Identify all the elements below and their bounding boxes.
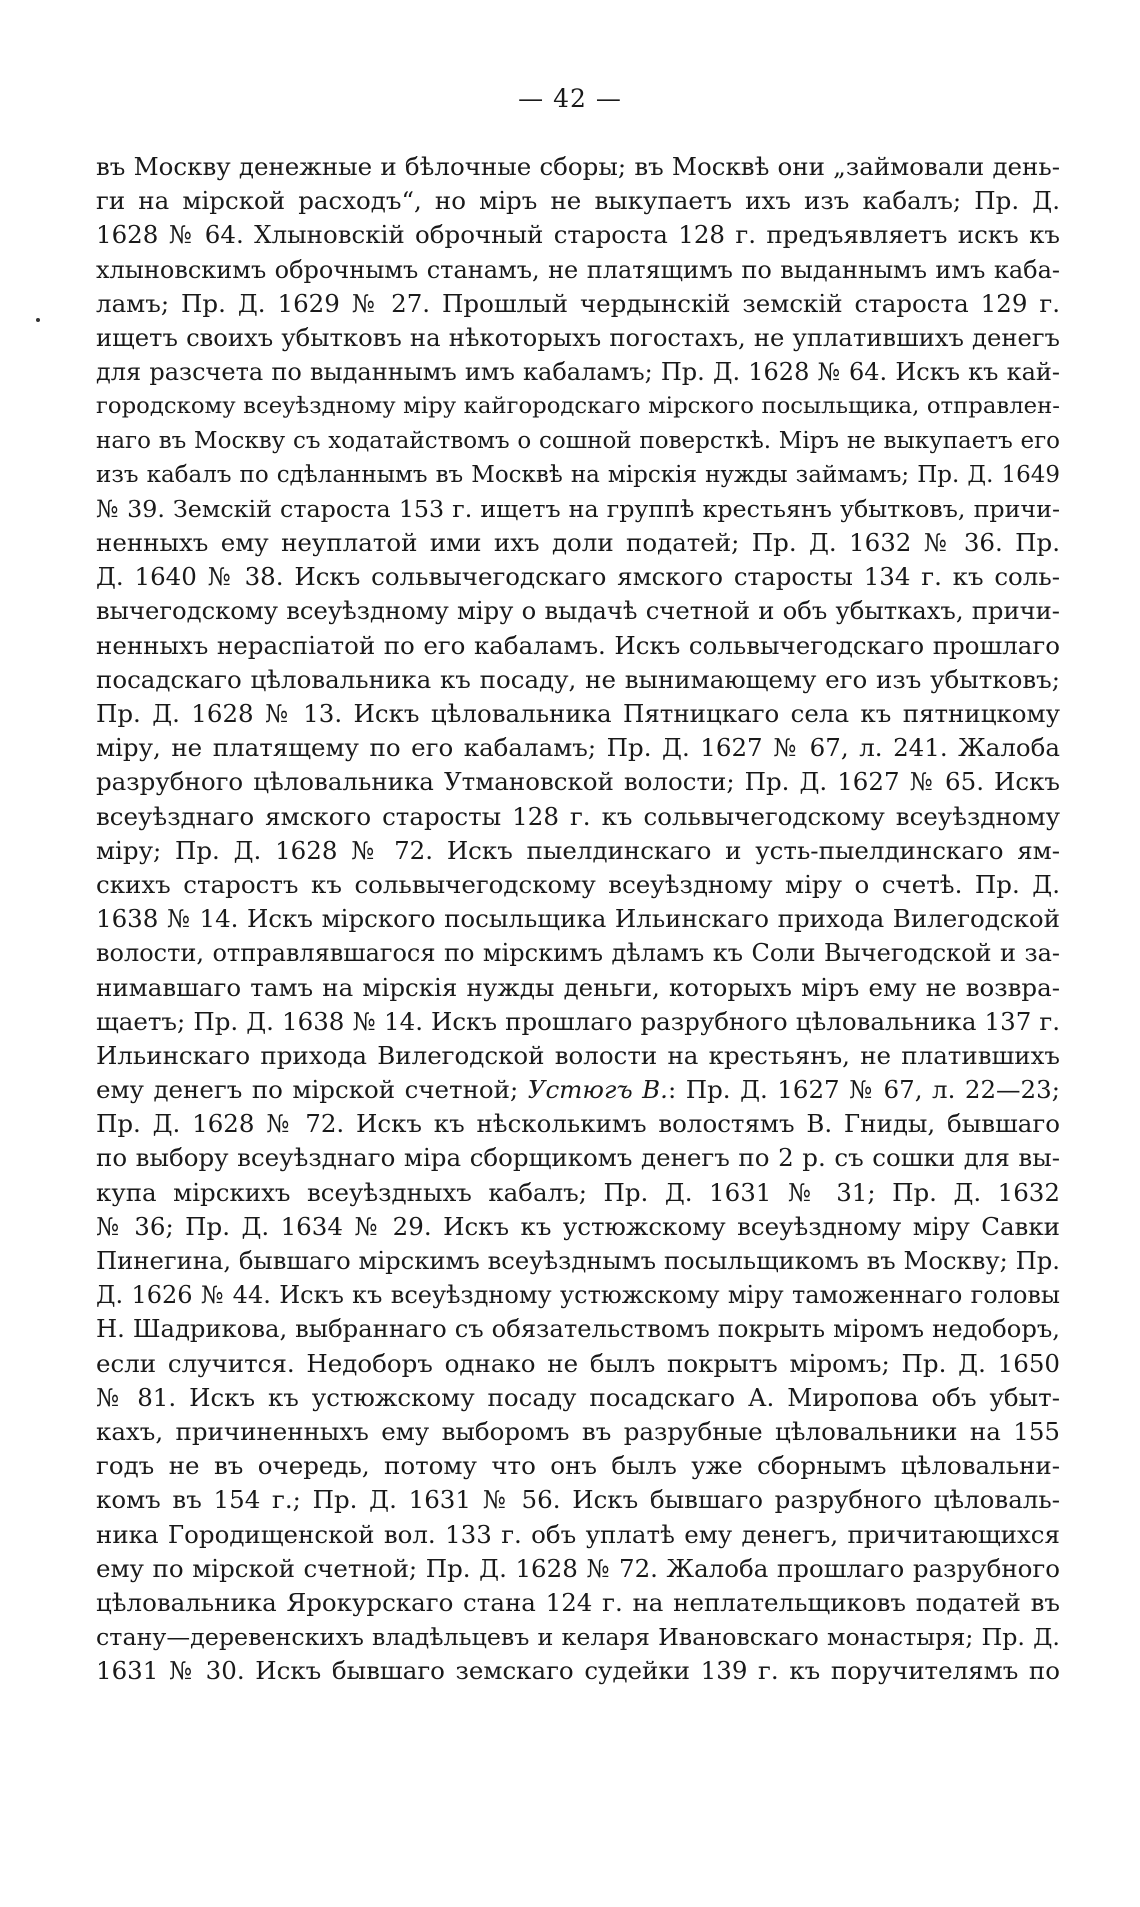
text-line: Д. 1626 № 44. Искъ къ всеуѣздному устюжскому міру таможеннаго головы — [96, 1281, 1060, 1310]
text-line: въ Москву денежные и бѣлочные сборы; въ Москвѣ они „займовали день- — [96, 152, 1060, 181]
text-line: ненныхъ нераспіатой по его кабаламъ. Искъ сольвычегодскаго прошлаго — [96, 630, 1060, 660]
text-line: № 39. Земскій староста 153 г. ищетъ на группѣ крестьянъ убытковъ, причи- — [96, 494, 1060, 523]
text-line: ему по мірской счетной; Пр. Д. 1628 № 72. Жалоба прошлаго разрубного — [96, 1553, 1060, 1583]
text-line: для разсчета по выданнымъ имъ кабаламъ; Пр. Д. 1628 № 64. Искъ къ кай- — [96, 358, 1060, 387]
text-line: годъ не въ очередь, потому что онъ былъ уже сборнымъ цѣловальни- — [96, 1451, 1060, 1481]
text-line: ищетъ своихъ убытковъ на нѣкоторыхъ погостахъ, не уплатившихъ денегъ — [96, 322, 1060, 352]
text-line: Пр. Д. 1628 № 13. Искъ цѣловальника Пятницкаго села къ пятницкому — [96, 699, 1060, 728]
text-line: № 81. Искъ къ устюжскому посаду посадскаго А. Миропова объ убыт- — [96, 1382, 1060, 1412]
text-line: цѣловальника Ярокурскаго стана 124 г. на неплательщиковъ податей въ — [96, 1587, 1060, 1617]
text-line: Пр. Д. 1628 № 72. Искъ къ нѣсколькимъ волостямъ В. Гниды, бывшаго — [96, 1109, 1060, 1139]
text-line: ламъ; Пр. Д. 1629 № 27. Прошлый чердынскій земскій староста 129 г. — [96, 288, 1060, 318]
text-line: міру, не платящему по его кабаламъ; Пр. Д. 1627 № 67, л. 241. Жалоба — [96, 733, 1060, 763]
body-text — [96, 150, 1060, 1688]
text-line: ника Городищенской вол. 133 г. объ уплатѣ ему денегъ, причитающихся — [96, 1519, 1060, 1549]
margin-dot — [36, 318, 40, 322]
text-line: ненныхъ ему неуплатой ими ихъ доли податей; Пр. Д. 1632 № 36. Пр. — [96, 528, 1060, 558]
text-line — [96, 1073, 1060, 1107]
text-line: скихъ старостъ къ сольвычегодскому всеуѣздному міру о счетѣ. Пр. Д. — [96, 869, 1060, 899]
text-line: щаетъ; Пр. Д. 1638 № 14. Искъ прошлаго разрубного цѣловальника 137 г. — [96, 1006, 1060, 1036]
text-line: кахъ, причиненныхъ ему выборомъ въ разрубные цѣловальники на 155 — [96, 1416, 1060, 1446]
text-line: стану—деревенскихъ владѣльцевъ и келаря Ивановскаго монастыря; Пр. Д. — [96, 1623, 1060, 1652]
text-line: нимавшаго тамъ на мірскія нужды деньги, которыхъ міръ ему не возвра- — [96, 972, 1060, 1002]
text-line: 1628 № 64. Хлыновскій оброчный староста 128 г. предъявляетъ искъ къ — [96, 220, 1060, 250]
text-line: разрубного цѣловальника Утмановской волости; Пр. Д. 1627 № 65. Искъ — [96, 767, 1060, 797]
text-line: Н. Шадрикова, выбраннаго съ обязательствомъ покрыть міромъ недоборъ, — [96, 1314, 1060, 1344]
text-line: если случится. Недоборъ однако не былъ покрытъ міромъ; Пр. Д. 1650 — [96, 1348, 1060, 1378]
text-line: по выбору всеуѣзднаго міра сборщикомъ денегъ по 2 р. съ сошки для вы- — [96, 1143, 1060, 1173]
text-line: 1638 № 14. Искъ мірского посыльщика Ильинскаго прихода Вилегодской — [96, 904, 1060, 934]
text-line: волости, отправлявшагося по мірскимъ дѣламъ къ Соли Вычегодской и за- — [96, 939, 1060, 968]
page-number: — 42 — — [518, 84, 622, 113]
text-line: Д. 1640 № 38. Искъ сольвычегодскаго ямского старосты 134 г. къ соль- — [96, 562, 1060, 592]
text-line: 1631 № 30. Искъ бывшаго земскаго судейки 139 г. къ поручителямъ по — [96, 1656, 1060, 1686]
text-fragment: : Пр. Д. 1627 № 67, л. 22—23; — [667, 1075, 1060, 1105]
text-line: посадскаго цѣловальника къ посаду, не вынимающему его изъ убытковъ; — [96, 664, 1060, 694]
text-line: вычегодскому всеуѣздному міру о выдачѣ счетной и объ убыткахъ, причи- — [96, 596, 1060, 626]
text-fragment: ему денегъ по мірской счетной; — [96, 1075, 528, 1105]
text-line: комъ въ 154 г.; Пр. Д. 1631 № 56. Искъ бывшаго разрубного цѣловаль- — [96, 1485, 1060, 1515]
text-line: изъ кабалъ по сдѣланнымъ въ Москвѣ на мірскія нужды займамъ; Пр. Д. 1649 — [96, 461, 1060, 488]
text-line: Ильинскаго прихода Вилегодской волости на крестьянъ, не платившихъ — [96, 1040, 1060, 1070]
text-line: ги на мірской расходъ“, но міръ не выкупаетъ ихъ изъ кабалъ; Пр. Д. — [96, 186, 1060, 216]
text-line: Пинегина, бывшаго мірскимъ всеуѣзднымъ посыльщикомъ въ Москву; Пр. — [96, 1246, 1060, 1275]
text-line: міру; Пр. Д. 1628 № 72. Искъ пыелдинскаго и усть-пыелдинскаго ям- — [96, 835, 1060, 865]
text-line: хлыновскимъ оброчнымъ станамъ, не платящимъ по выданнымъ имъ каба- — [96, 255, 1060, 284]
text-line: всеуѣзднаго ямского старосты 128 г. къ сольвычегодскому всеуѣздному — [96, 801, 1060, 831]
text-line: городскому всеуѣздному міру кайгородскаго мірского посыльщика, отправлен- — [96, 393, 1060, 420]
text-line: № 36; Пр. Д. 1634 № 29. Искъ къ устюжскому всеуѣздному міру Савки — [96, 1211, 1060, 1241]
italic-place-name: Устюгъ В. — [527, 1075, 668, 1105]
text-line: купа мірскихъ всеуѣздныхъ кабалъ; Пр. Д. 1631 № 31; Пр. Д. 1632 — [96, 1177, 1060, 1207]
text-line: наго въ Москву съ ходатайствомъ о сошной поверсткѣ. Міръ не выкупаетъ его — [96, 427, 1060, 454]
